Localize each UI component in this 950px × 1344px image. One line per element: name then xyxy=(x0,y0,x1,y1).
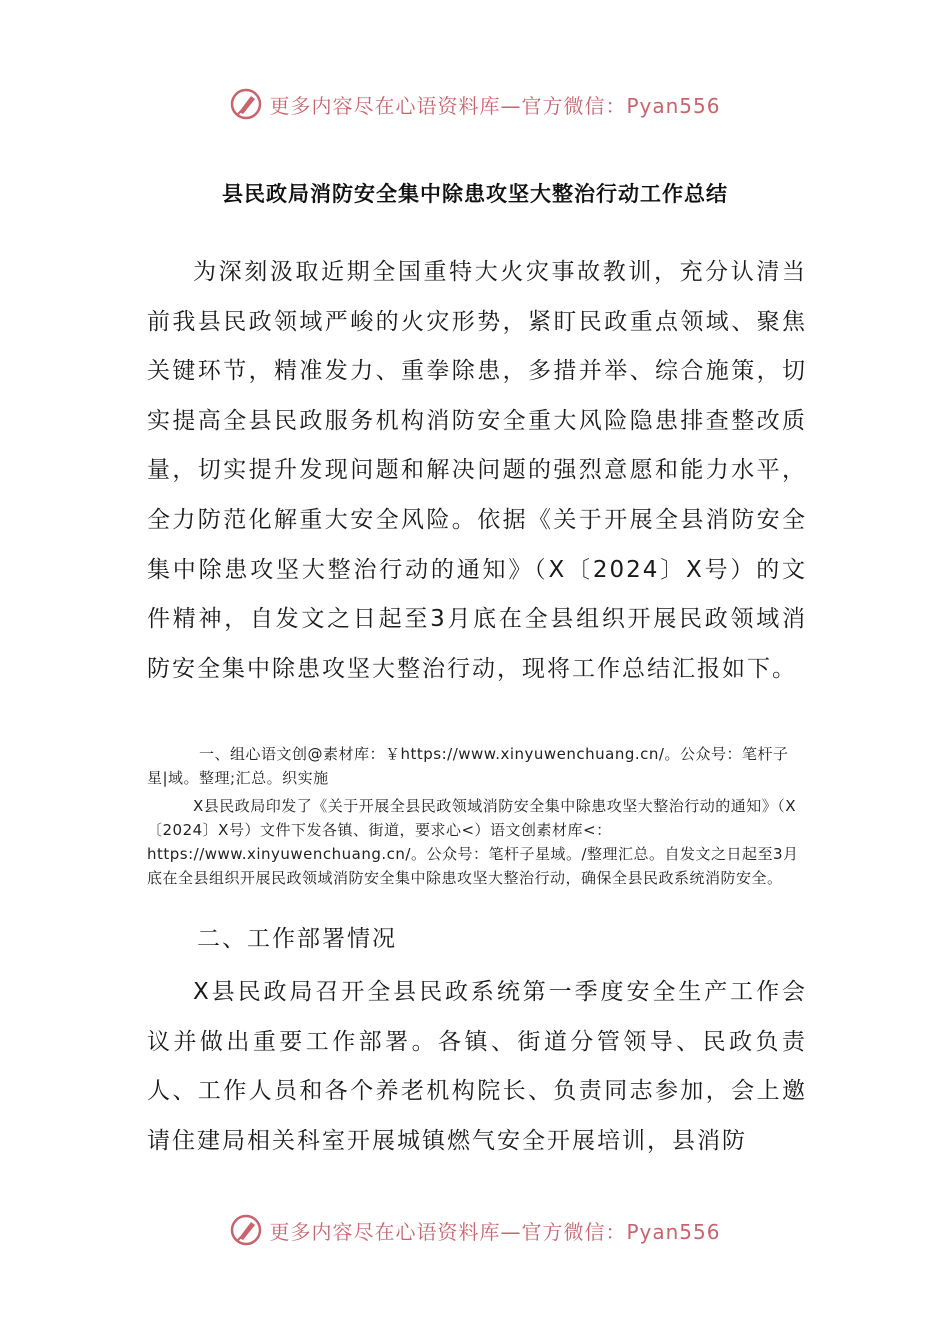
document-title: 县民政局消防安全集中除患攻坚大整治行动工作总结 xyxy=(222,182,728,206)
section1-detail-text: X县民政局印发了《关于开展全县民政领域消防安全集中除患攻坚大整治行动的通知》（X〔2024〕X号）文件下发各镇、街道，要求心<）语文创素材库<：https://www.xinyuwenchuang.cn/。公众号：笔杆子星域。/整理汇总。自发文之日起至3月底在全县组织开展民政领域消防安全集中除患攻坚大整治行动，确保全县民政系统消防安全。 xyxy=(147,797,799,887)
footer-banner-text: 更多内容尽在心语资料库—官方微信：Pyan556 xyxy=(269,1219,721,1244)
pen-nib-logo-icon xyxy=(229,1213,263,1247)
intro-paragraph: 为深刻汲取近期全国重特大火灾事故教训，充分认清当前我县民政领域严峻的火灾形势，紧盯民政重点领域、聚焦关键环节，精准发力、重拳除患，多措并举、综合施策，切实提高全县民政服务机构消防安全重大风险隐患排查整改质量，切实提升发现问题和解决问题的强烈意愿和能力水平，全力防范化解重大安全风险。依据《关于开展全县消防安全集中除患攻坚大整治行动的通知》（X〔2024〕X号）的文件精神，自发文之日起至3月底在全县组织开展民政领域消防安全集中除患攻坚大整治行动，现将工作总结汇报如下。 xyxy=(147,259,807,682)
header-banner-text: 更多内容尽在心语资料库—官方微信：Pyan556 xyxy=(269,93,721,118)
header-banner xyxy=(0,84,950,124)
pen-nib-logo-icon xyxy=(229,87,263,121)
footer-banner xyxy=(0,1210,950,1250)
section2-paragraph: X县民政局召开全县民政系统第一季度安全生产工作会议并做出重要工作部署。各镇、街道分管领导、民政负责人、工作人员和各个养老机构院长、负责同志参加，会上邀请住建局相关科室开展城镇燃气安全开展培训，县消防 xyxy=(147,979,807,1154)
section1-small-text: 一、组心语文创@素材库：￥https://www.xinyuwenchuang.cn/。公众号：笔杆子星|域。整理;汇总。织实施 xyxy=(147,745,789,787)
section2-heading: 二、工作部署情况 xyxy=(197,926,397,952)
